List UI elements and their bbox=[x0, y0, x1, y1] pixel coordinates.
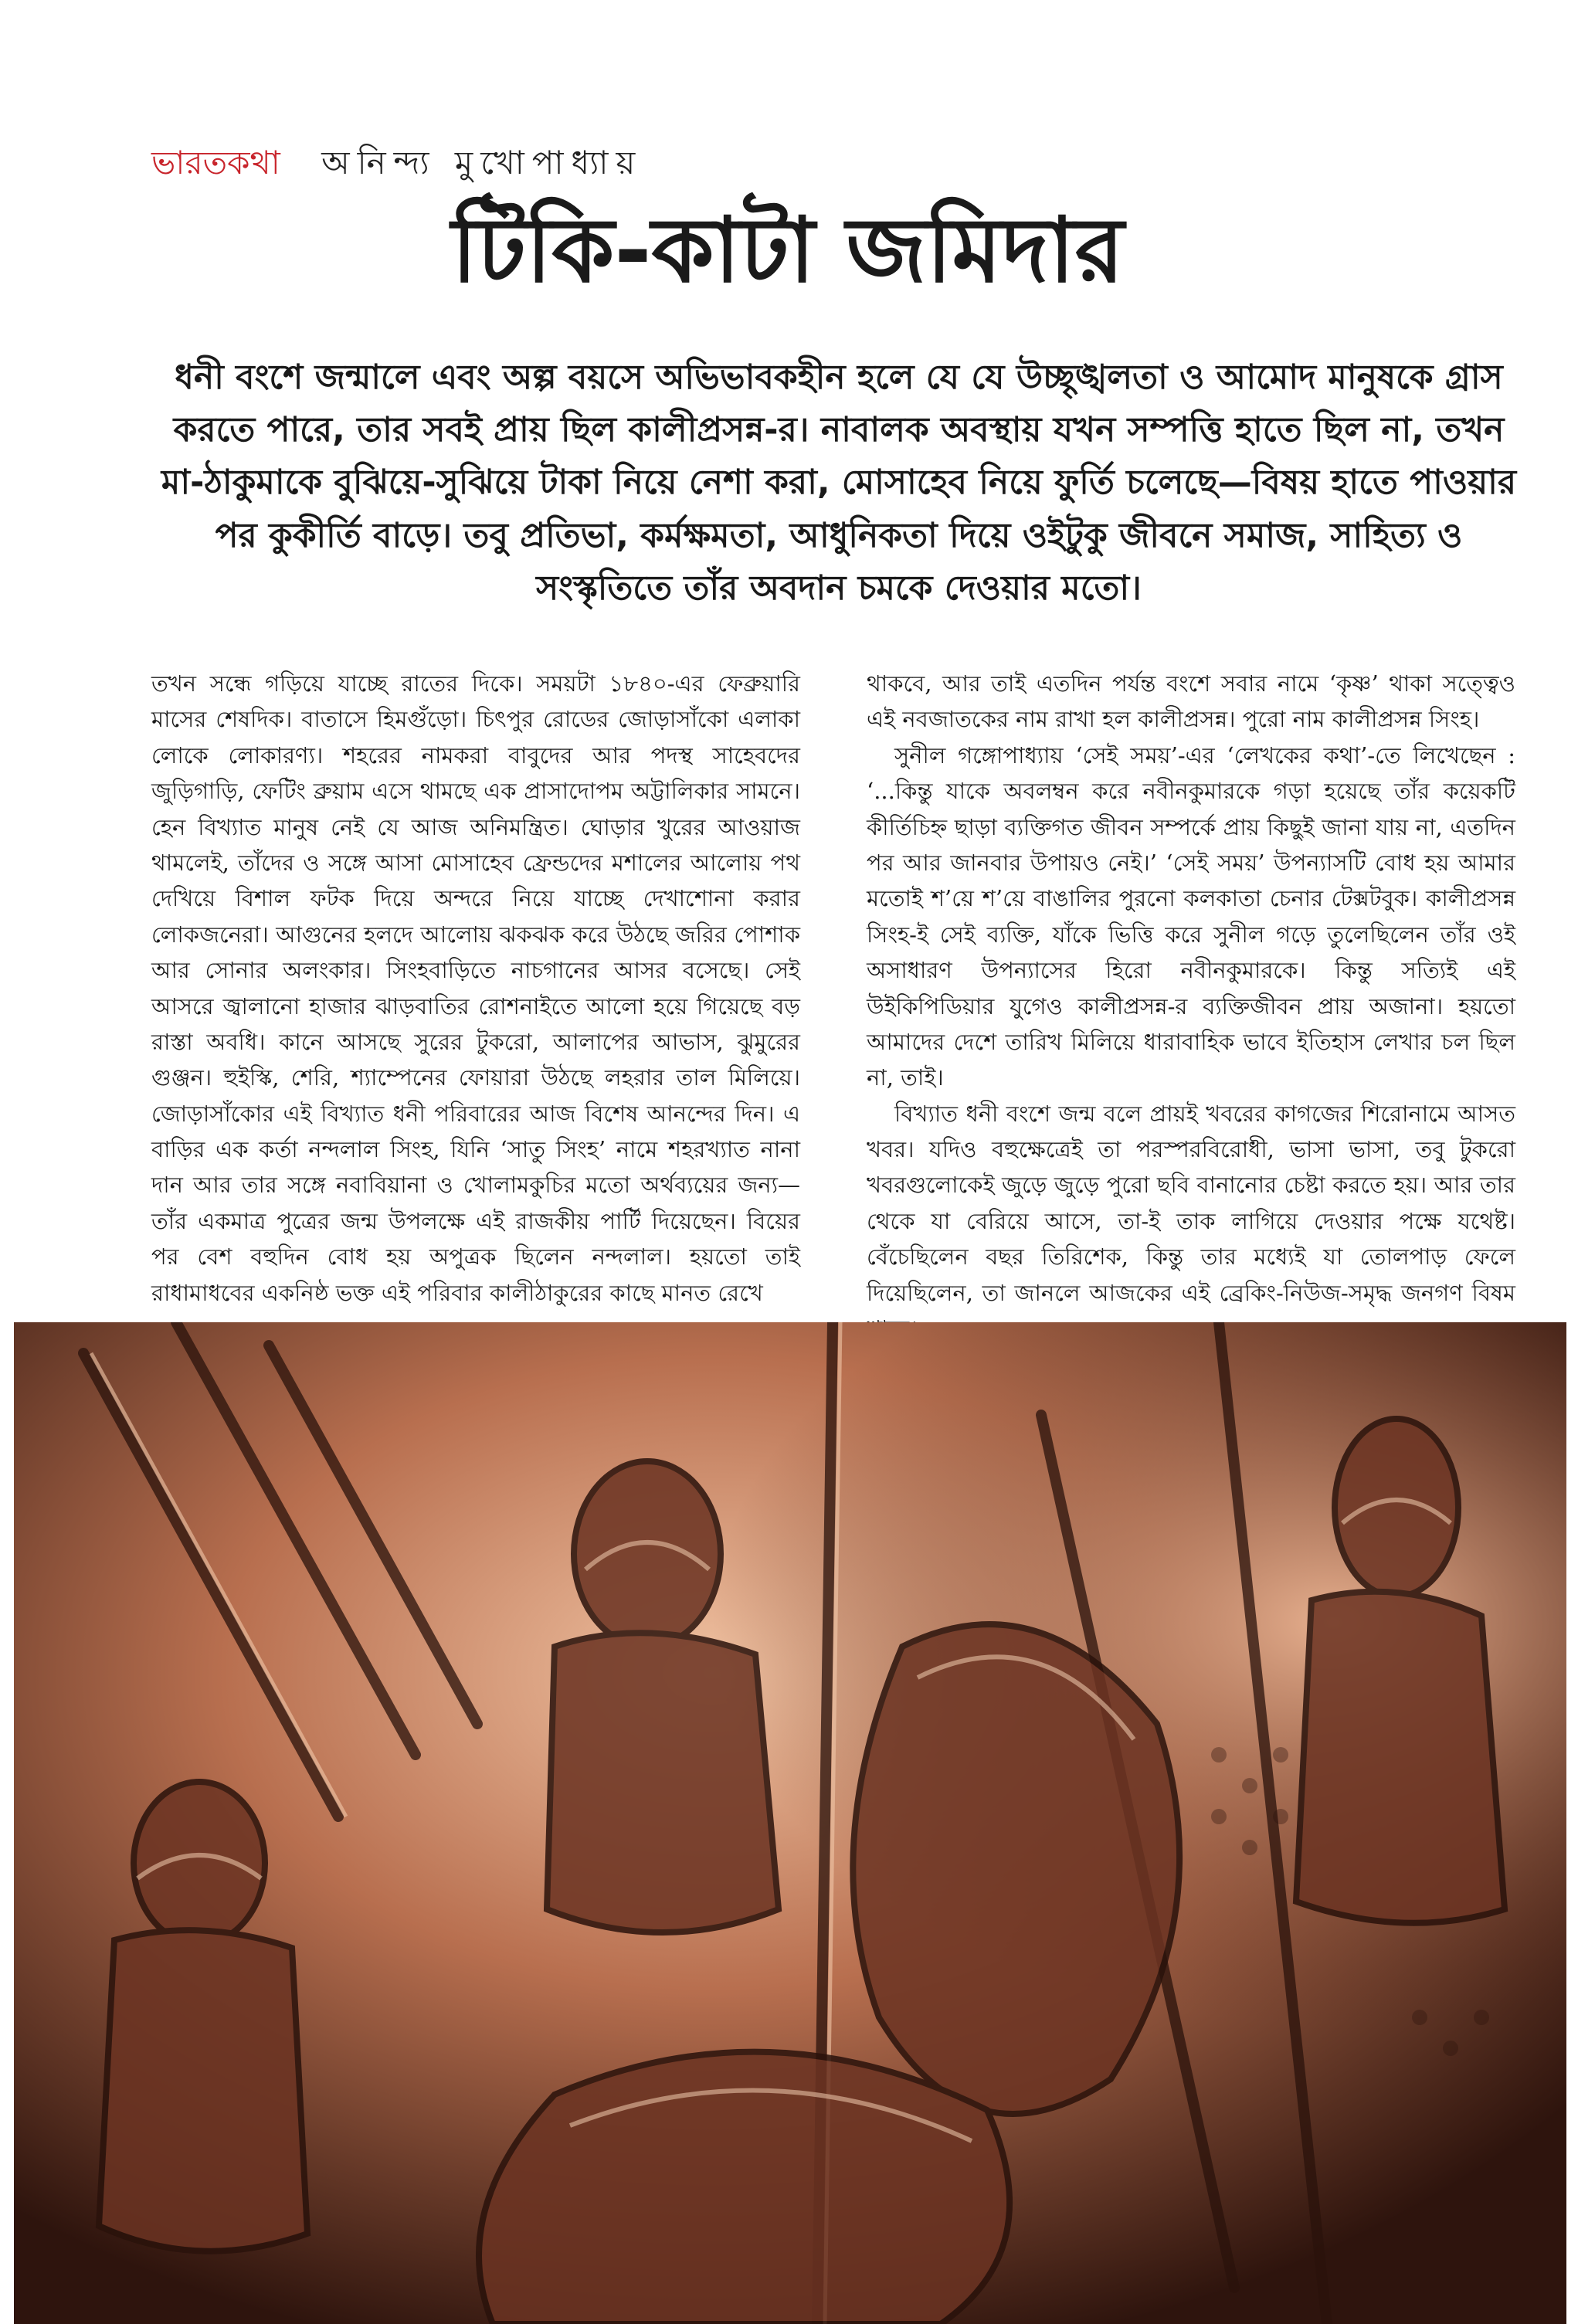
left-column bbox=[151, 666, 800, 1311]
article-lede: ধনী বংশে জন্মালে এবং অল্প বয়সে অভিভাবকহীন হলে যে যে উচ্ছৃঙ্খলতা ও আমোদ মানুষকে গ্রাস করতে পারে, তার সবই প্রায় ছিল কালীপ্রসন্ন-র। নাবালক অবস্থায় যখন সম্পত্তি হাতে ছিল না, তখন মা-ঠাকুমাকে বুঝিয়ে-সুঝিয়ে টাকা নিয়ে নেশা করা, মোসাহেব নিয়ে ফুর্তি চলেছে—বিষয় হাতে পাওয়ার পর কুকীর্তি বাড়ে। তবু প্রতিভা, কর্মক্ষমতা, আধুনিকতা দিয়ে ওইটুকু জীবনে সমাজ, সাহিত্য ও সংস্কৃতিতে তাঁর অবদান চমকে দেওয়ার মতো। bbox=[161, 358, 1517, 608]
paragraph: থাকবে, আর তাই এতদিন পর্যন্ত বংশে সবার নামে ‘কৃষ্ণ’ থাকা সত্ত্বেও এই নবজাতকের নাম রাখা হল কালীপ্রসন্ন। পুরো নাম কালীপ্রসন্ন সিংহ। bbox=[867, 670, 1515, 733]
paragraph: তখন সন্ধে গড়িয়ে যাচ্ছে রাতের দিকে। সময়টা ১৮৪০-এর ফেব্রুয়ারি মাসের শেষদিক। বাতাসে হিমগুঁড়ো। চিৎপুর রোডের জোড়াসাঁকো এলাকা লোকে লোকারণ্য। শহরের নামকরা বাবুদের আর পদস্থ সাহেবদের জুড়িগাড়ি, ফেটিং ব্রুয়াম এসে থামছে এক প্রাসাদোপম অট্টালিকার সামনে। হেন বিখ্যাত মানুষ নেই যে আজ অনিমন্ত্রিত। ঘোড়ার খুরের আওয়াজ থামলেই, তাঁদের ও সঙ্গে আসা মোসাহেব ফ্রেন্ডদের মশালের আলোয় পথ দেখিয়ে বিশাল ফটক দিয়ে অন্দরে নিয়ে যাচ্ছে দেখাশোনা করার লোকজনেরা। আগুনের হলদে আলোয় ঝকঝক করে উঠছে জরির পোশাক আর সোনার অলংকার। সিংহবাড়িতে নাচগানের আসর বসেছে। সেই আসরে জ্বালানো হাজার ঝাড়বাতির রোশনাইতে আলো হয়ে গিয়েছে বড় রাস্তা অবধি। কানে আসছে সুরের টুকরো, আলাপের আভাস, ঝুমুরের গুঞ্জন। হুইস্কি, শেরি, শ্যাম্পেনের ফোয়ারা উঠছে লহরার তাল মিলিয়ে। জোড়াসাঁকোর এই বিখ্যাত ধনী পরিবারের আজ বিশেষ আনন্দের দিন। এ বাড়ির এক কর্তা নন্দলাল সিংহ, যিনি ‘সাতু সিংহ’ নামে শহরখ্যাত নানা দান আর তার সঙ্গে নবাবিয়ানা ও খোলামকুচির মতো অর্থব্যয়ের জন্য—তাঁর একমাত্র পুত্রের জন্ম উপলক্ষে এই রাজকীয় পার্টি দিয়েছেন। বিয়ের পর বেশ বহুদিন বোধ হয় অপুত্রক ছিলেন নন্দলাল। হয়তো তাই রাধামাধবের একনিষ্ঠ ভক্ত এই পরিবার কালীঠাকুরের কাছে মানত রেখে bbox=[151, 670, 800, 1306]
author-name: অনিন্দ্য মুখোপাধ্যায় bbox=[321, 144, 643, 182]
article-title: টিকি-কাটা জমিদার bbox=[451, 198, 1125, 303]
right-column bbox=[867, 666, 1515, 1346]
paragraph: বিখ্যাত ধনী বংশে জন্ম বলে প্রায়ই খবরের কাগজের শিরোনামে আসত খবর। যদিও বহুক্ষেত্রেই তা পরস্পরবিরোধী, ভাসা ভাসা, তবু টুকরো খবরগুলোকেই জুড়ে জুড়ে পুরো ছবি বানানোর চেষ্টা করতে হয়। আর তার থেকে যা বেরিয়ে আসে, তা-ই তাক লাগিয়ে দেওয়ার পক্ষে যথেষ্ট। বেঁচেছিলেন বছর তিরিশেক, কিন্তু তার মধ্যেই যা তোলপাড় ফেলে দিয়েছিলেন, তা জানলে আজকের এই ব্রেকিং-নিউজ-সমৃদ্ধ জনগণ বিষম bbox=[867, 1100, 1515, 1306]
byline bbox=[151, 137, 643, 192]
paragraph: সুনীল গঙ্গোপাধ্যায় ‘সেই সময়’-এর ‘লেখকের কথা’-তে লিখেছেন : ‘...কিন্তু যাকে অবলম্বন করে নবীনকুমারকে গড়া হয়েছে তাঁর কয়েকটি কীর্তিচিহ্ন ছাড়া ব্যক্তিগত জীবন সম্পর্কে প্রায় কিছুই জানা যায় না, এতদিন পর আর জানবার উপায়ও নেই।’ ‘সেই সময়’ উপন্যাসটি বোধ হয় আমার মতোই শ’য়ে শ’য়ে বাঙালির পুরনো কলকাতা চেনার টেক্সটবুক। কালীপ্রসন্ন সিংহ-ই সেই ব্যক্তি, যাঁকে ভিত্তি করে সুনীল গড়ে তুলেছিলেন তাঁর ওই অসাধারণ উপন্যাসের হিরো নবীনকুমারকে। কিন্তু সত্যিই এই উইকিপিডিয়ার যুগেও কালীপ্রসন্ন-র ব্যক্তিজীবন প্রায় অজানা। হয়তো আমাদের দেশে তারিখ মিলিয়ে ধারাবাহিক ভাবে ইতিহাস লেখার চল ছিল না, তাই। bbox=[867, 741, 1515, 1091]
section-label: ভারতকথা bbox=[151, 144, 280, 182]
stone-relief-image bbox=[14, 1322, 1566, 2324]
stone-relief-icon bbox=[14, 1322, 1566, 2324]
